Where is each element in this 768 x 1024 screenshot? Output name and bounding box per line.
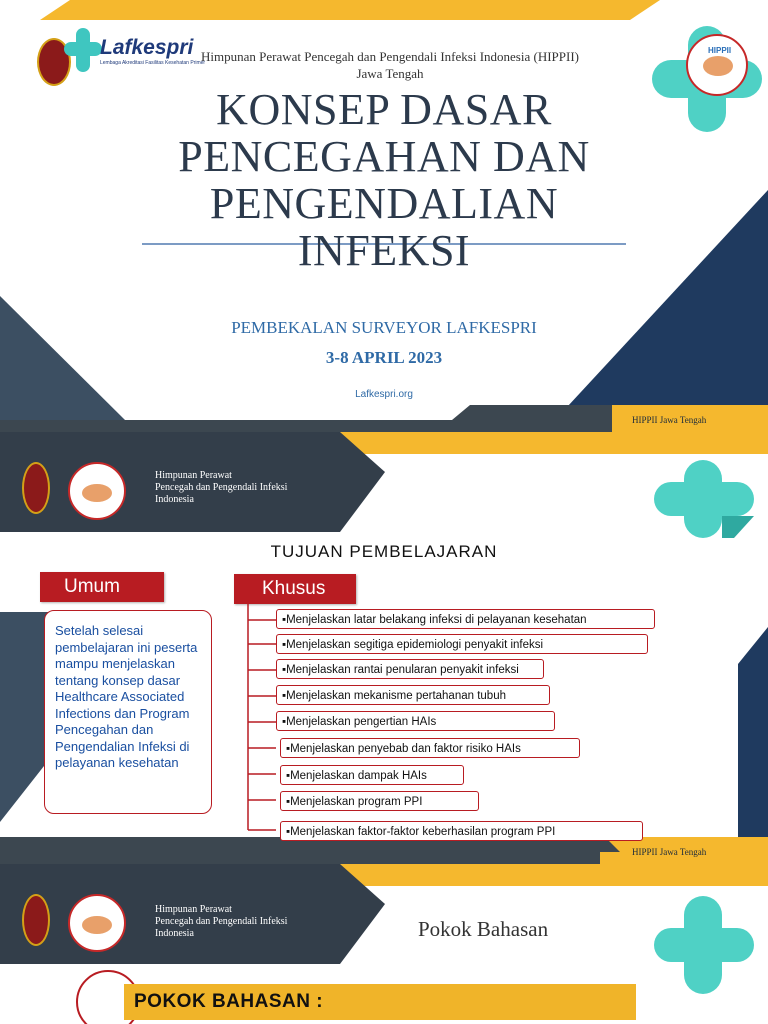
hippii-logo-icon: HIPPII — [686, 34, 748, 96]
khusus-item: ▪Menjelaskan rantai penularan penyakit infeksi — [276, 659, 544, 679]
khusus-item: ▪Menjelaskan segitiga epidemiologi penyakit infeksi — [276, 634, 648, 654]
emblem-icon — [22, 462, 50, 514]
khusus-item: ▪Menjelaskan faktor-faktor keberhasilan program PPI — [280, 821, 643, 841]
slide-title — [0, 0, 768, 432]
umum-description: Setelah selesai pembelajaran ini peserta mampu menjelaskan tentang konsep dasar Healthcare Associated Infections dan Program Pencegahan dan Pengendalian Infeksi di pelayanan kesehatan — [44, 610, 212, 814]
logo-subtext: Lembaga Akreditasi Fasilitas Kesehatan Primer — [100, 60, 206, 66]
khusus-item: ▪Menjelaskan program PPI — [280, 791, 479, 811]
khusus-item: ▪Menjelaskan dampak HAIs — [280, 765, 464, 785]
slide-title: Pokok Bahasan — [418, 917, 549, 941]
logo-text: Lafkespri — [100, 36, 194, 59]
hippii-logo-icon — [68, 894, 126, 952]
header-organization: Himpunan Perawat Pencegah dan Pengendali Infeksi Indonesia — [155, 470, 288, 505]
event-subtitle: PEMBEKALAN SURVEYOR LAFKESPRI — [231, 318, 537, 337]
pokok-bahasan-bar: POKOK BAHASAN : — [124, 984, 636, 1020]
slide-objectives — [0, 432, 768, 864]
lafkespri-cross-icon — [64, 26, 104, 76]
khusus-item: ▪Menjelaskan penyebab dan faktor risiko HAIs — [280, 738, 580, 758]
organization-name: Himpunan Perawat Pencegah dan Pengendali Infeksi Indonesia (HIPPII) Jawa Tengah — [201, 49, 579, 81]
khusus-item: ▪Menjelaskan mekanisme pertahanan tubuh — [276, 685, 550, 705]
event-date: 3-8 APRIL 2023 — [325, 348, 443, 367]
slide-topics — [0, 864, 768, 1024]
hippii-logo-icon — [68, 462, 126, 520]
main-title: KONSEP DASAR PENCEGAHAN DAN PENGENDALIAN INFEKSI — [178, 85, 590, 275]
decorative-cross-icon — [654, 896, 754, 994]
section-title: TUJUAN PEMBELAJARAN — [270, 542, 498, 561]
header-organization: Himpunan Perawat Pencegah dan Pengendali Infeksi Indonesia — [155, 904, 288, 939]
umum-tab: Umum — [40, 572, 164, 602]
website-link[interactable]: Lafkespri.org — [355, 389, 413, 400]
khusus-item: ▪Menjelaskan latar belakang infeksi di pelayanan kesehatan — [276, 609, 655, 629]
emblem-icon — [22, 894, 50, 946]
decorative-cross-icon — [654, 460, 754, 538]
footer-tag: HIPPII Jawa Tengah — [632, 415, 707, 425]
khusus-tab: Khusus — [234, 574, 356, 604]
khusus-item: ▪Menjelaskan pengertian HAIs — [276, 711, 555, 731]
footer-tag: HIPPII Jawa Tengah — [632, 847, 707, 857]
